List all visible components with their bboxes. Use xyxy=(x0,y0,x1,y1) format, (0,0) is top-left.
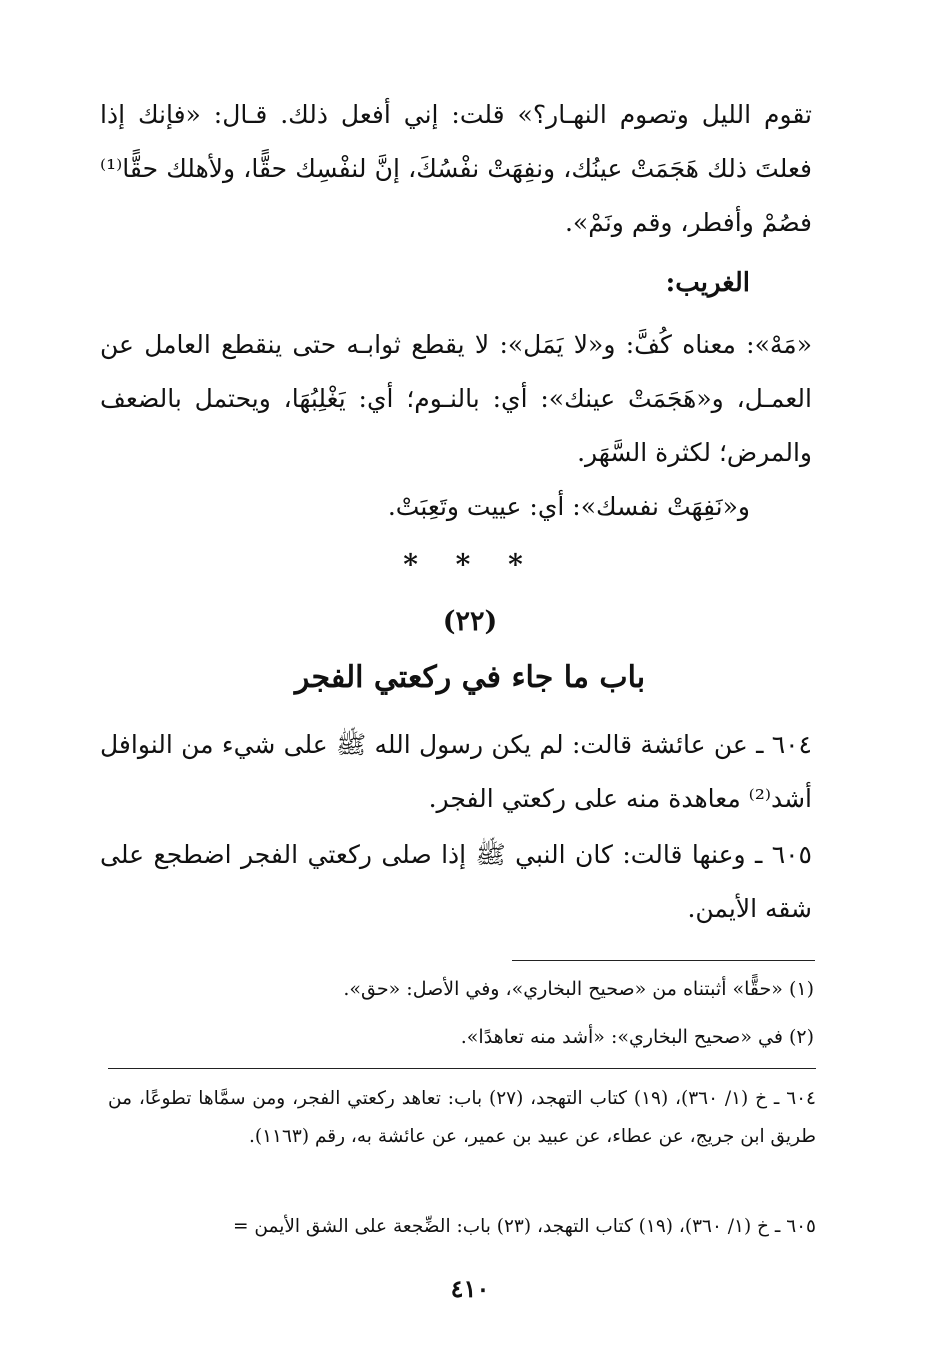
footnote-1: (١) «حقًّا» أثبتناه من «صحيح البخاري»، وفي الأصل: «حق». xyxy=(343,978,814,1000)
source-604: ٦٠٤ ـ خ (١/ ٣٦٠)، (١٩) كتاب التهجد، (٢٧) باب: تعاهد ركعتي الفجر، ومن سمَّاها تطوعًا، من طريق ابن جريج، عن عطاء، عن عبيد بن عمير، عن عائشة به، رقم (١١٦٣). xyxy=(108,1088,816,1147)
hadith-continuation-paragraph: تقوم الليل وتصوم النهـار؟» قلت: إني أفعل ذلك. قـال: «فإنك إذا فعلتَ ذلك هَجَمَتْ عينُك، ونفِهَتْ نفْسُكَ، إنَّ لنفْسِك حقًّا، ولأهلك حقًّا⁽¹⁾ فصُمْ وأفطر، وقم ونَمْ». xyxy=(100,100,812,237)
footnote-divider xyxy=(512,960,815,961)
footnote-2: (٢) في «صحيح البخاري»: «أشد منه تعاهدًا». xyxy=(460,1026,814,1048)
sources-divider xyxy=(108,1068,816,1069)
chapter-number: (٢٢) xyxy=(442,606,498,637)
hadith-605-paragraph: ٦٠٥ ـ وعنها قالت: كان النبي ﷺ إذا صلى ركعتي الفجر اضطجع على شقه الأيمن. xyxy=(100,840,812,923)
section-separator: * * * xyxy=(403,548,537,581)
gharib-heading: الغريب: xyxy=(665,268,750,298)
gharib-explanation-paragraph: «مَهْ»: معناه كُفَّ: و«لا يَمَل»: لا يقطع ثوابـه حتى ينقطع العامل عن العمـل، و«هَجَمَتْ عينك»: أي: بالنـوم؛ أي: يَغْلِبُهَا، ويحتمل بالضعف والمرض؛ لكثرة السَّهَر. xyxy=(100,330,812,467)
hadith-604-paragraph: ٦٠٤ ـ عن عائشة قالت: لم يكن رسول الله ﷺ على شيء من النوافل أشد⁽²⁾ معاهدة منه على ركعتي الفجر. xyxy=(100,730,812,813)
gharib-explanation-paragraph-2: و«نَفِهَتْ نفسك»: أي: عييت وتَعِبَتْ. xyxy=(387,492,750,521)
chapter-title: باب ما جاء في ركعتي الفجر xyxy=(294,660,646,695)
page-number: ٤١٠ xyxy=(450,1274,490,1303)
source-605: ٦٠٥ ـ خ (١/ ٣٦٠)، (١٩) كتاب التهجد، (٢٣) باب: الضِّجعة على الشق الأيمن = xyxy=(233,1216,816,1237)
